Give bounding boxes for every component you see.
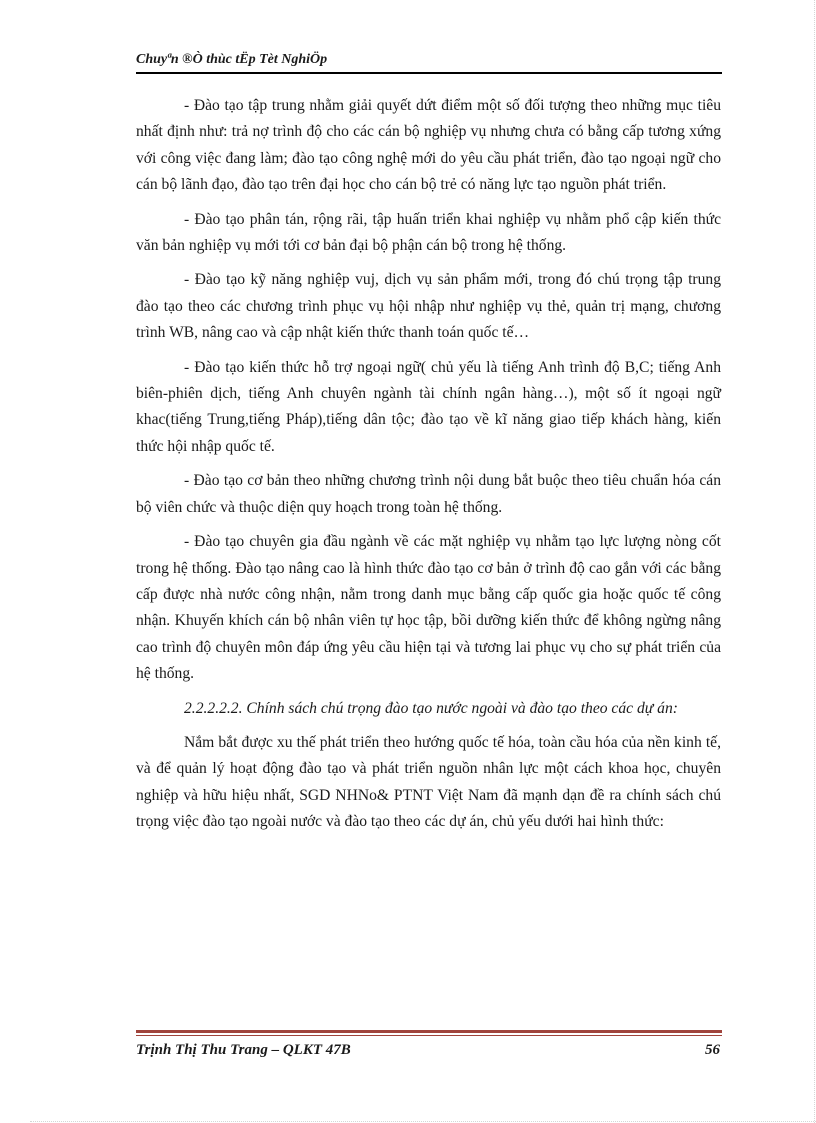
- page-edge-bottom: [30, 1121, 816, 1122]
- footer-rule-thick: [136, 1030, 722, 1033]
- paragraph: - Đào tạo tập trung nhằm giải quyết dứt điểm một số đối tượng theo những mục tiêu nhất định như: trả nợ trình độ cho các cán bộ nghiệp vụ nhưng chưa có bằng cấp tương xứng với công việc đang làm; đào tạo công nghệ mới do yêu cầu phát triển, đào tạo ngoại ngữ cho cán bộ lãnh đạo, đào tạo trên đại học cho cán bộ trẻ có năng lực tạo nguồn phát triển.: [136, 97, 721, 194]
- footer-rule-thin: [136, 1035, 722, 1036]
- footer-author: Trịnh Thị Thu Trang – QLKT 47B: [136, 1042, 351, 1058]
- page-footer: [136, 1039, 722, 1061]
- body-text: [136, 93, 721, 844]
- paragraph: Nắm bắt được xu thế phát triển theo hướng quốc tế hóa, toàn cầu hóa của nền kinh tế, và để quản lý hoạt động đào tạo và phát triển nguồn nhân lực một cách khoa học, chuyên nghiệp và hữu hiệu nhất, SGD NHNo& PTNT Việt Nam đã mạnh dạn đề ra chính sách chú trọng việc đào tạo ngoài nước và đào tạo theo các dự án, chủ yếu dưới hai hình thức:: [136, 733, 721, 831]
- paragraph: - Đào tạo kiến thức hỗ trợ ngoại ngữ( chủ yếu là tiếng Anh trình độ B,C; tiếng Anh biên-phiên dịch, tiếng Anh chuyên ngành tài chính ngân hàng…), một số ít ngoại ngữ khac(tiếng Trung,tiếng Pháp),tiếng dân tộc; đào tạo về kĩ năng giao tiếp khách hàng, kiến thức hội nhập quốc tế.: [136, 358, 721, 455]
- paragraph: - Đào tạo kỹ năng nghiệp vuj, dịch vụ sản phẩm mới, trong đó chú trọng tập trung đào tạo theo các chương trình phục vụ hội nhập như nghiệp vụ thẻ, quản trị mạng, chương trình WB, nâng cao và cập nhật kiến thức thanh toán quốc tế…: [136, 271, 721, 342]
- paragraph: - Đào tạo phân tán, rộng rãi, tập huấn triển khai nghiệp vụ nhằm phổ cập kiến thức văn bản nghiệp vụ mới tới cơ bản đại bộ phận cán bộ trong hệ thống.: [136, 210, 721, 255]
- header-title: Chuyªn ®Ò thùc tËp Tèt NghiÖp: [136, 52, 328, 67]
- page-header: [136, 50, 722, 74]
- section-heading: 2.2.2.2.2. Chính sách chú trọng đào tạo nước ngoài và đào tạo theo các dự án:: [184, 699, 678, 717]
- page-edge-right: [814, 0, 815, 1123]
- paragraph: - Đào tạo cơ bản theo những chương trình nội dung bắt buộc theo tiêu chuẩn hóa cán bộ viên chức và thuộc diện quy hoạch trong toàn hệ thống.: [136, 472, 721, 516]
- page-number: 56: [705, 1042, 720, 1058]
- paragraph: - Đào tạo chuyên gia đầu ngành về các mặt nghiệp vụ nhằm tạo lực lượng nòng cốt trong hệ thống. Đào tạo nâng cao là hình thức đào tạo cơ bản ở trình độ cao gắn với các bằng cấp được nhà nước công nhận, nằm trong danh mục bằng cấp quốc gia hoặc quốc tế công nhận. Khuyến khích cán bộ nhân viên tự học tập, bồi dưỡng kiến thức để không ngừng nâng cao trình độ chuyên môn đáp ứng yêu cầu hiện tại và tương lai phục vụ cho sự phát triển của hệ thống.: [136, 533, 721, 683]
